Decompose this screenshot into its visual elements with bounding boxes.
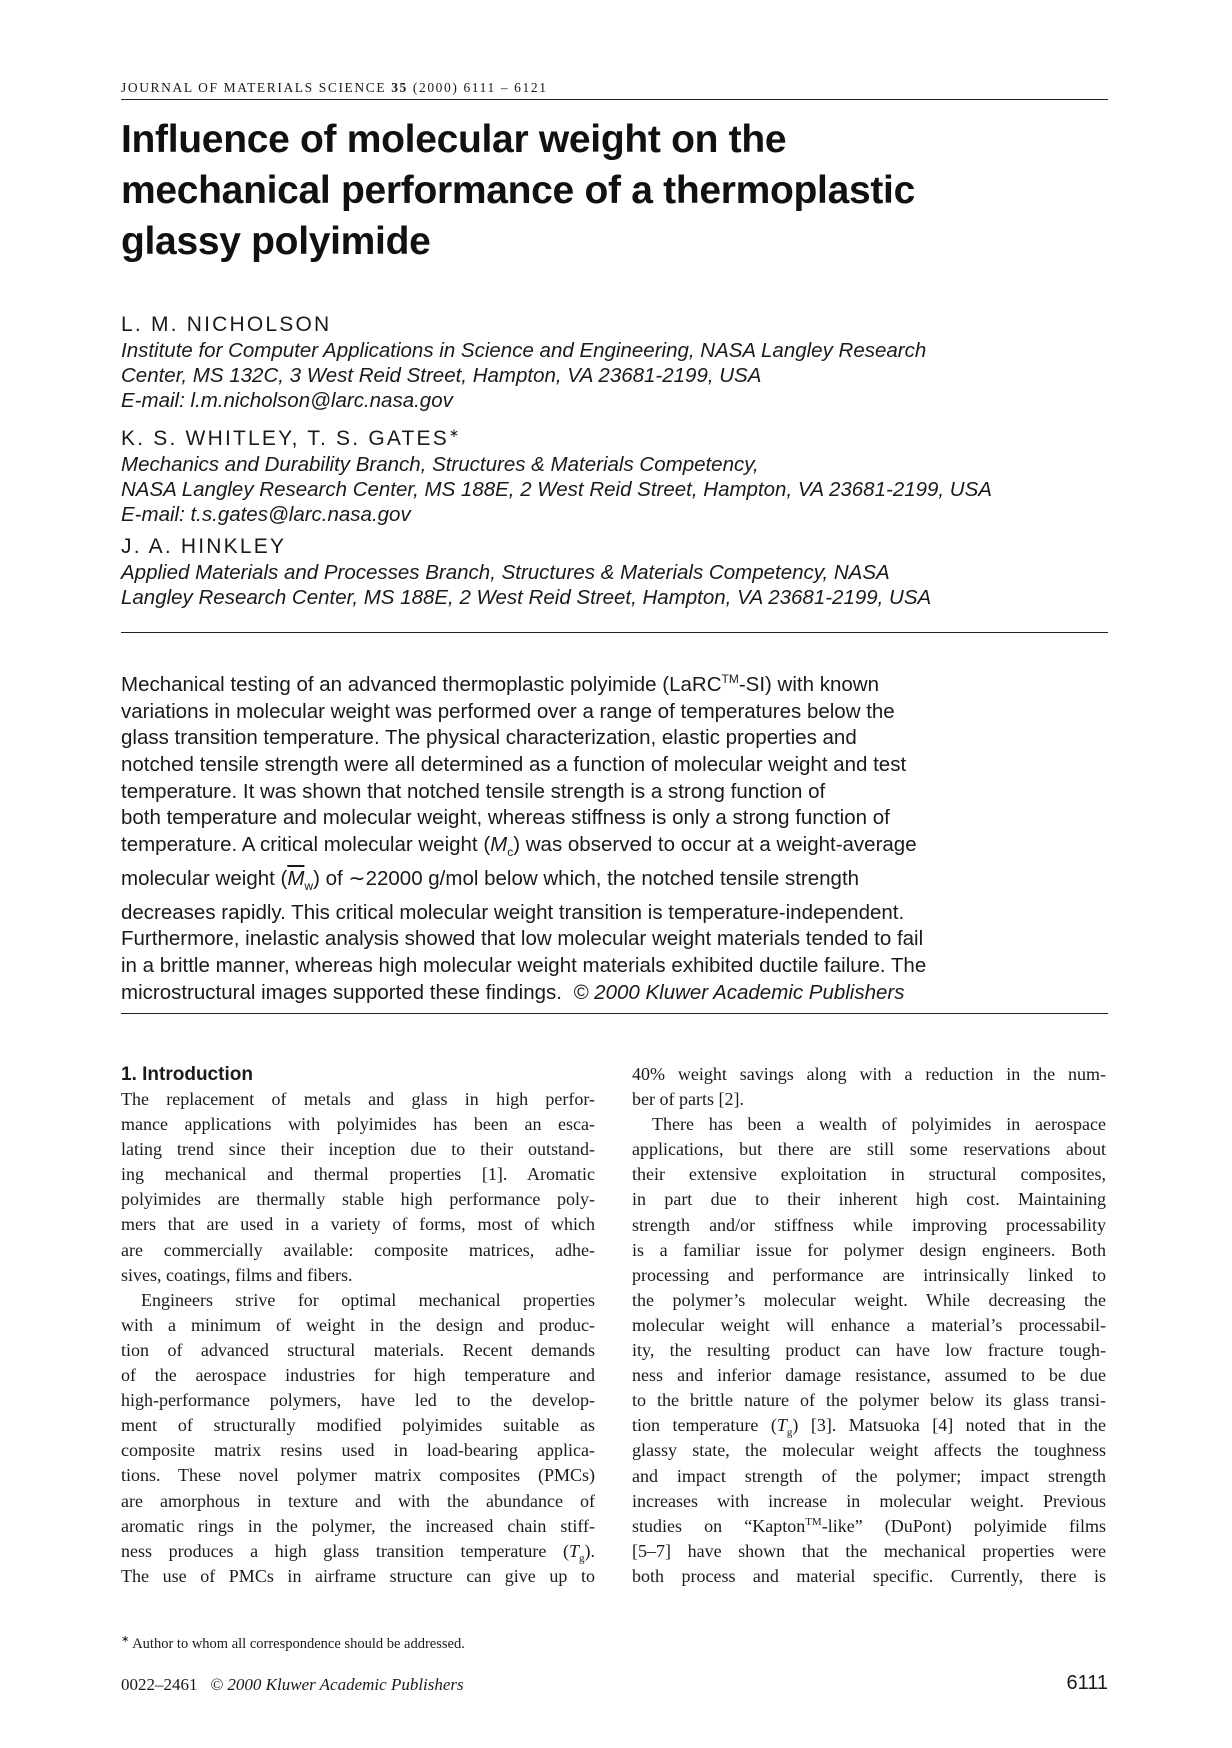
right-column (632, 1062, 1106, 1589)
body-line: is a familiar issue for polymer design engineers. Both (632, 1239, 1106, 1260)
body-line: the polymer’s molecular weight. While decreasing the (632, 1289, 1106, 1310)
footnote-mark: ∗ (121, 1634, 130, 1645)
author-list (121, 312, 1111, 617)
body-line: lating trend since their inception due to their outstand- (121, 1139, 595, 1160)
abstract-line: Furthermore, inelastic analysis showed that low molecular weight materials tended to fail (121, 927, 924, 951)
body-line: processing and performance are intrinsically linked to (632, 1264, 1106, 1285)
author-name (121, 420, 1111, 452)
body-line: are amorphous in texture and with the abundance of (121, 1490, 595, 1511)
footnote (121, 1634, 465, 1653)
abstract-line: in a brittle manner, whereas high molecular weight materials exhibited ductile failure. The (121, 954, 927, 978)
body-line: Engineers strive for optimal mechanical properties (141, 1289, 595, 1310)
body-line: sives, coatings, films and fibers. (121, 1264, 353, 1285)
trademark-mark: TM (805, 1515, 822, 1528)
body-line: high-performance polymers, have led to the develop- (121, 1390, 595, 1411)
title-line: glassy polyimide (121, 220, 431, 263)
body-line: The use of PMCs in airframe structure can give up to (121, 1565, 595, 1586)
abstract-text: temperature. A critical molecular weight ( (121, 833, 491, 857)
author-names: K. S. WHITLEY, T. S. GATES (121, 427, 449, 450)
author-name: L. M. NICHOLSON (121, 313, 332, 336)
body-line: of the aerospace industries for high temperature and (121, 1365, 595, 1386)
body-line: composite matrix resins used in load-bearing applica- (121, 1440, 595, 1461)
body-line: strength and/or stiffness while improving processability (632, 1214, 1106, 1235)
abstract-line (121, 832, 1111, 866)
body-line: aromatic rings in the polymer, the increased chain stiff- (121, 1515, 595, 1536)
abstract-line: decreases rapidly. This critical molecular weight transition is temperature-independent. (121, 900, 905, 924)
math-subscript: g (786, 1426, 793, 1439)
body-line: tions. These novel polymer matrix composites (PMCs) (121, 1465, 595, 1486)
author-email: E-mail: l.m.nicholson@larc.nasa.gov (121, 389, 453, 412)
body-line: mers that are used in a variety of forms, most of which (121, 1214, 595, 1235)
body-line: glassy state, the molecular weight affects the toughness (632, 1440, 1106, 1461)
body-line (632, 1514, 1106, 1539)
abstract-text: Mechanical testing of an advanced thermoplastic polyimide (LaRC (121, 672, 722, 696)
abstract-line (121, 980, 1111, 1007)
math-symbol: T (776, 1415, 787, 1436)
author-name: J. A. HINKLEY (121, 535, 287, 558)
trademark-mark: TM (721, 672, 739, 686)
math-symbol: T (568, 1540, 579, 1561)
left-column (121, 1062, 595, 1589)
body-line: to the brittle nature of the polymer below its glass transi- (632, 1390, 1106, 1411)
abstract-bottom-rule (121, 1013, 1108, 1014)
body-text: ). (584, 1540, 595, 1561)
page-number: 6111 (1066, 1672, 1108, 1694)
body-line: ber of parts [2]. (632, 1089, 744, 1110)
body-line: The replacement of metals and glass in high perfor- (121, 1089, 595, 1109)
issn: 0022–2461 (121, 1675, 198, 1694)
abstract (121, 666, 1111, 1006)
author-block (121, 534, 1111, 610)
body-text: studies on “Kapton (632, 1515, 806, 1536)
body-line: ity, the resulting product can have low fracture tough- (632, 1340, 1106, 1361)
math-subscript: w (304, 878, 314, 893)
footer-issn-copyright (121, 1675, 464, 1695)
abstract-line: temperature. It was shown that notched tensile strength is a strong function of (121, 779, 826, 803)
body-line: polyimides are thermally stable high performance poly- (121, 1189, 595, 1210)
section-heading: 1. Introduction (121, 1064, 253, 1085)
footer-copyright: © 2000 Kluwer Academic Publishers (210, 1675, 464, 1694)
affiliation-line: Applied Materials and Processes Branch, Structures & Materials Competency, NASA (121, 561, 890, 584)
abstract-text: ) of ∼22000 g/mol below which, the notched tensile strength (313, 866, 860, 890)
math-symbol: $\overline{M}$ (287, 866, 305, 890)
body-line: both process and material specific. Currently, there is (632, 1565, 1106, 1586)
abstract-line: notched tensile strength were all determined as a function of molecular weight and test (121, 752, 907, 776)
math-symbol: M (490, 833, 508, 857)
body-line: their extensive exploitation in structural composites, (632, 1164, 1106, 1185)
paper-title (121, 114, 1101, 267)
body-line (121, 1539, 595, 1564)
abstract-line (121, 666, 1111, 699)
body-text: -like” (DuPont) polyimide films (821, 1515, 1106, 1536)
body-line: and impact strength of the polymer; impact strength (632, 1465, 1106, 1486)
body-line: applications, but there are still some reservations about (632, 1139, 1106, 1160)
body-line: ment of structurally modified polyimides suitable as (121, 1415, 595, 1436)
author-block (121, 420, 1111, 527)
body-line: are commercially available: composite matrices, adhe- (121, 1239, 595, 1260)
body-line: with a minimum of weight in the design and produc- (121, 1314, 595, 1335)
abstract-top-rule (121, 632, 1108, 633)
author-email: E-mail: t.s.gates@larc.nasa.gov (121, 503, 411, 526)
body-text: ) [3]. Matsuoka [4] noted that in the (792, 1415, 1106, 1436)
body-line: molecular weight will enhance a material’s processabil- (632, 1314, 1106, 1335)
abstract-text: molecular weight ( (121, 866, 288, 890)
journal-header (121, 80, 1108, 100)
affiliation-line: Center, MS 132C, 3 West Reid Street, Hampton, VA 23681-2199, USA (121, 364, 762, 387)
journal-volume: 35 (391, 80, 408, 95)
body-line: in part due to their inherent high cost. Maintaining (632, 1189, 1106, 1210)
affiliation-line: Langley Research Center, MS 188E, 2 West Reid Street, Hampton, VA 23681-2199, USA (121, 586, 932, 609)
abstract-line: glass transition temperature. The physical characterization, elastic properties and (121, 726, 857, 750)
body-line (632, 1413, 1106, 1438)
body-text: ness produces a high glass transition temperature ( (121, 1540, 569, 1561)
journal-name: JOURNAL OF MATERIALS SCIENCE (121, 80, 387, 95)
body-text: tion temperature ( (632, 1415, 777, 1436)
abstract-text: ) was observed to occur at a weight-average (513, 833, 917, 857)
body-line: ing mechanical and thermal properties [1]. Aromatic (121, 1164, 595, 1185)
body-line: increases with increase in molecular weight. Previous (632, 1490, 1106, 1511)
abstract-line: variations in molecular weight was performed over a range of temperatures below the (121, 699, 895, 723)
affiliation-line: Mechanics and Durability Branch, Structures & Materials Competency, (121, 453, 759, 476)
affiliation-line: NASA Langley Research Center, MS 188E, 2 West Reid Street, Hampton, VA 23681-2199, USA (121, 478, 992, 501)
abstract-text: -SI) with known (738, 672, 879, 696)
title-line: mechanical performance of a thermoplastic (121, 169, 915, 212)
math-subscript: g (579, 1552, 585, 1565)
corresponding-mark: ∗ (448, 426, 460, 440)
abstract-line (121, 866, 1111, 900)
body-line: ness and inferior damage resistance, assumed to be due (632, 1365, 1106, 1386)
body-line: 40% weight savings along with a reduction in the num- (632, 1064, 1106, 1084)
body-line: There has been a wealth of polyimides in aerospace (652, 1114, 1106, 1135)
affiliation-line: Institute for Computer Applications in Science and Engineering, NASA Langley Research (121, 339, 927, 362)
math-subscript: c (507, 845, 514, 860)
title-line: Influence of molecular weight on the (121, 118, 787, 161)
body-line: [5–7] have shown that the mechanical properties were (632, 1540, 1106, 1561)
body-line: mance applications with polyimides has been an esca- (121, 1114, 595, 1135)
abstract-line: both temperature and molecular weight, whereas stiffness is only a strong function of (121, 806, 890, 830)
footnote-text: Author to whom all correspondence should be addressed. (129, 1635, 465, 1652)
abstract-text: microstructural images supported these findings. (121, 980, 562, 1004)
body-line: tion of advanced structural materials. Recent demands (121, 1339, 595, 1360)
author-block (121, 312, 1111, 413)
abstract-copyright: © 2000 Kluwer Academic Publishers (573, 980, 905, 1004)
journal-year-pages: (2000) 6111 – 6121 (412, 80, 548, 95)
